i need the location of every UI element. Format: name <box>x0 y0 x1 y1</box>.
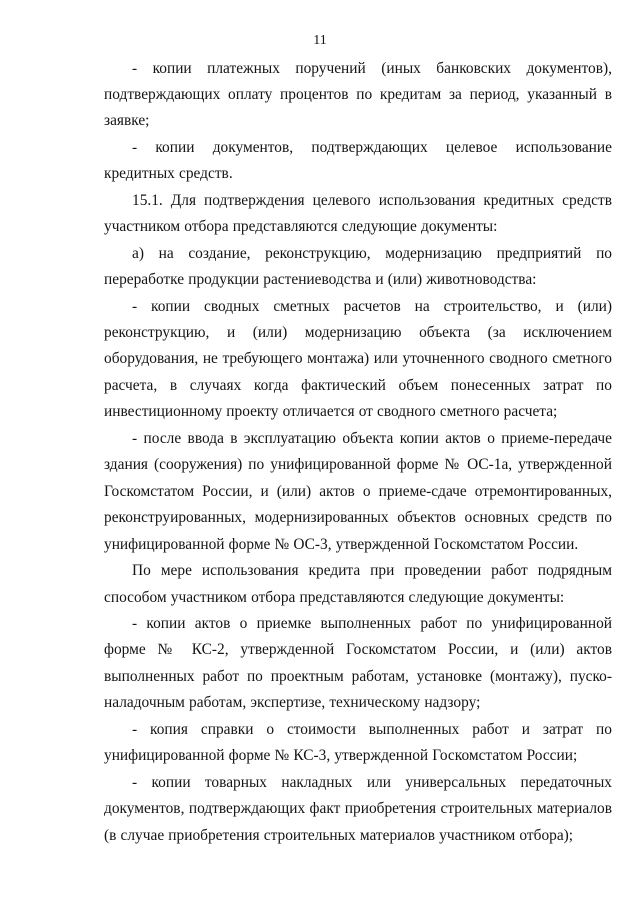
document-body <box>104 56 612 850</box>
paragraph-contract-works-intro: По мере использования кредита при проведении работ подрядным способом участником отбора представляются следующие документы: <box>104 562 612 606</box>
paragraph-payment-orders: - копии платежных поручений (иных банковских документов), подтверждающих оплату процентов по кредитам за период, указанный в заявке; <box>104 59 612 130</box>
paragraph-acceptance-acts: - после ввода в эксплуатацию объекта копии актов о приеме-передаче здания (сооружения) по унифицированной форме № ОС-1а, утвержденной Госкомстатом России, и (или) актов о приеме-сдаче отремонтированных, реконструированных, модернизированных объектов основных средств по унифицированной форме № ОС-3, утвержденной Госкомстатом России. <box>104 429 612 553</box>
paragraph-section-15-1: 15.1. Для подтверждения целевого использования кредитных средств участником отбора представляются следующие документы: <box>104 191 612 236</box>
paragraph-target-use-documents: - копии документов, подтверждающих целевое использование кредитных средств. <box>104 138 612 183</box>
paragraph-ks2-acts: - копии актов о приемке выполненных работ по унифицированной форме № КС-2, утвержденной Госкомстатом России, и (или) актов выполненных работ по проектным работам, установке (монтажу), пуско-наладочным работам, экспертизе, техническому надзору; <box>104 615 612 712</box>
paragraph-ks3-certificate: - копия справки о стоимости выполненных работ и затрат по унифицированной форме № КС-3, утвержденной Госкомстатом России; <box>104 720 612 765</box>
page-number: 11 <box>313 33 327 48</box>
paragraph-cost-estimates: - копии сводных сметных расчетов на строительство, и (или) реконструкцию, и (или) модернизацию объекта (за исключением оборудования, не требующего монтажа) или уточненного сводного сметного расчета, в случаях когда фактический объем понесенных затрат по инвестиционному проекту отличается от сводного сметного расчета; <box>104 297 612 421</box>
paragraph-item-a: а) на создание, реконструкцию, модернизацию предприятий по переработке продукции растениеводства и (или) животноводства: <box>104 244 612 289</box>
paragraph-invoices: - копии товарных накладных или универсальных передаточных документов, подтверждающих факт приобретения строительных материалов (в случае приобретения строительных материалов участником отбора); <box>104 773 612 844</box>
